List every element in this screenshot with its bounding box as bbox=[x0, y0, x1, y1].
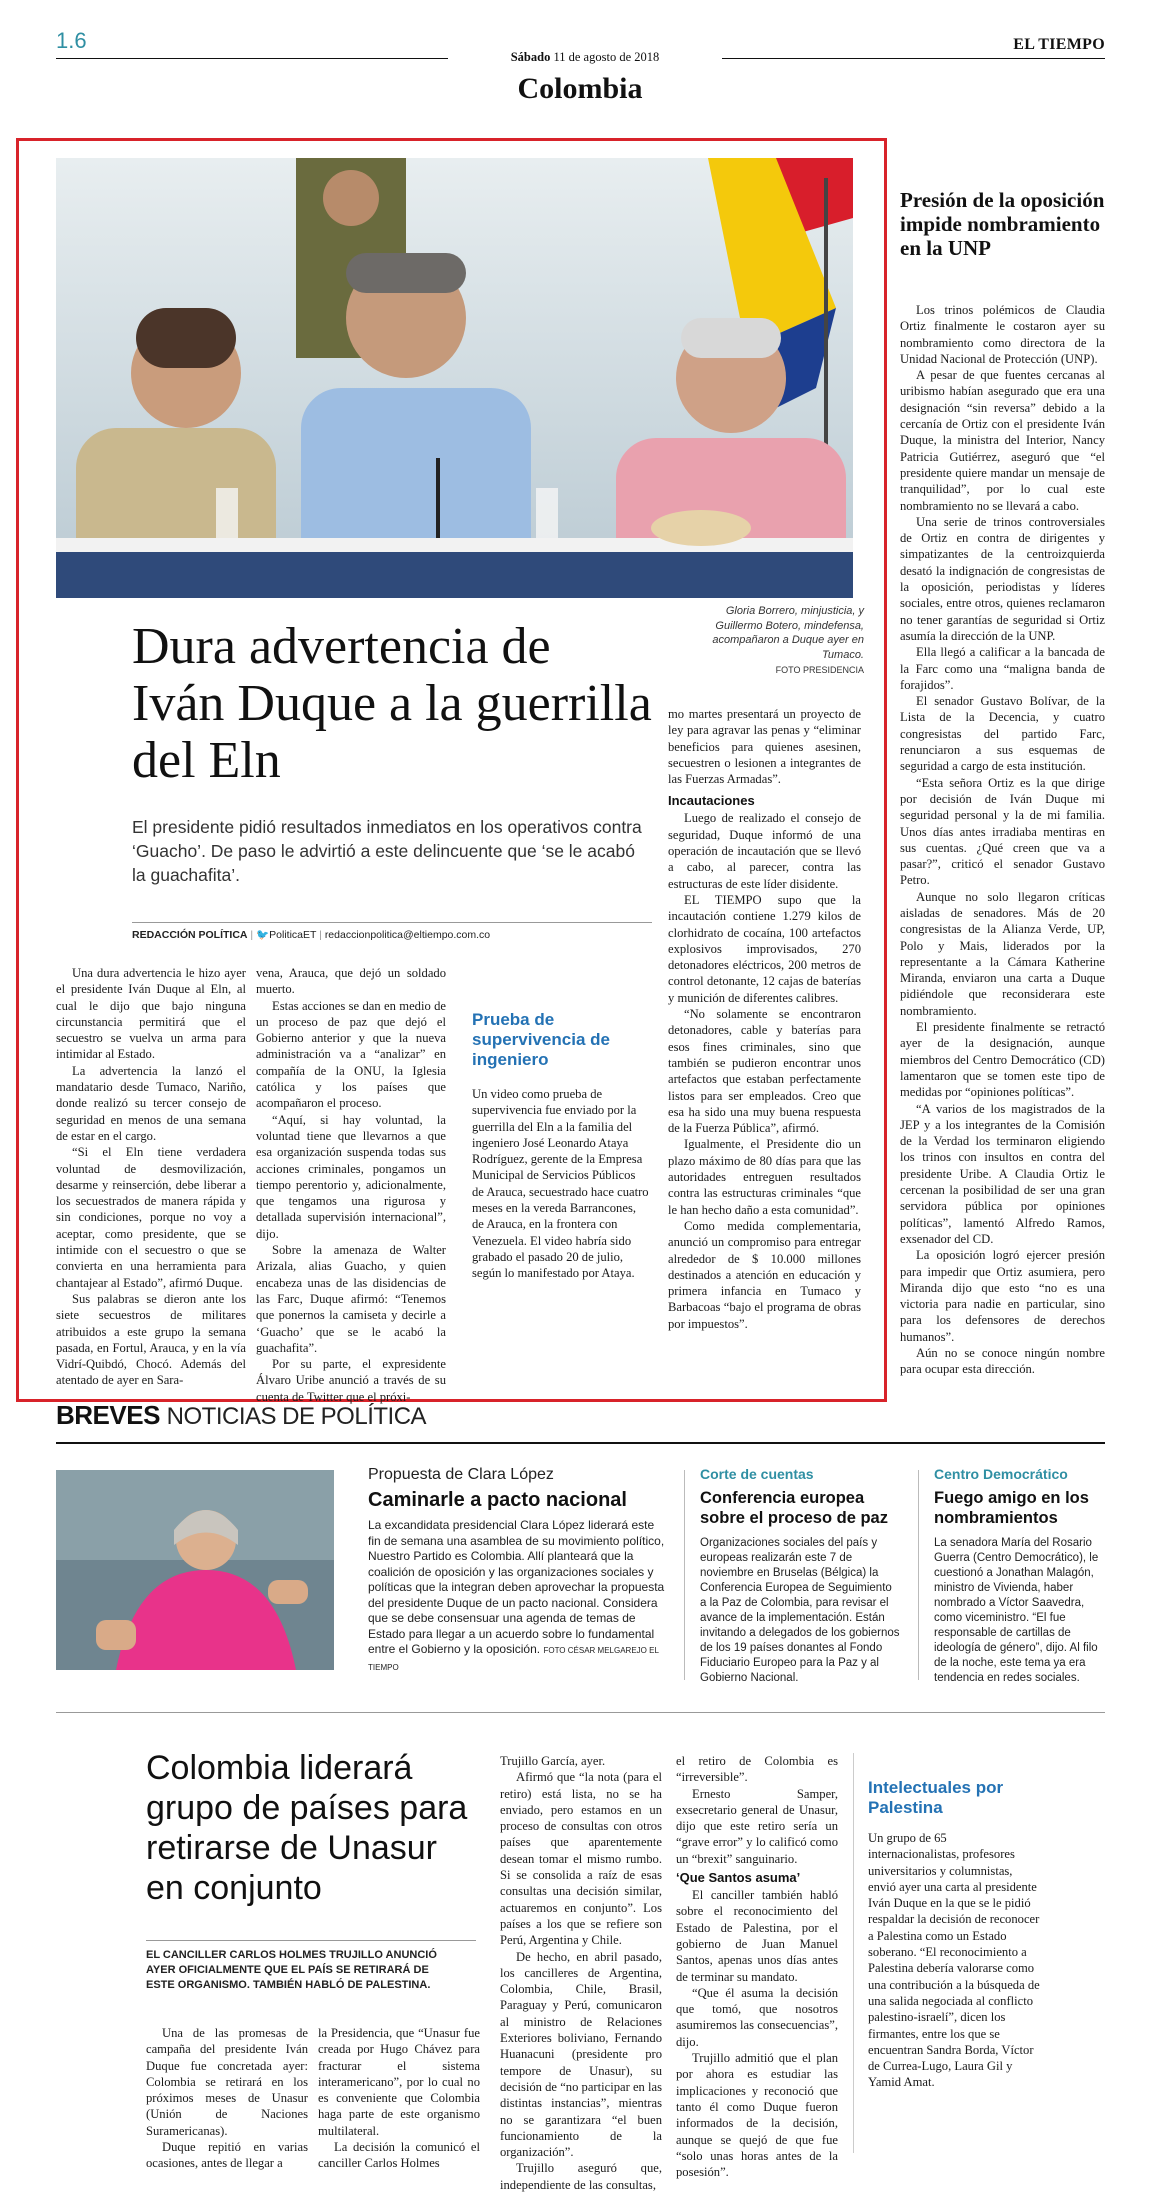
breve-text: Organizaciones sociales del país y europeas realizarán este 7 de noviembre en Bruselas (Bélgica) la Conferencia Europea de Seguimiento a la Paz de Colombia, para revisar el avance de la implementación. Están invitando a delegados de los gobiernos de los 19 países donantes al Fondo Fiduciario Europeo para la Paz y al Gobierno Nacional. bbox=[700, 1537, 900, 1684]
paragraph: Ernesto Samper, exsecretario general de Unasur, dijo que este retiro sería un “grave error” y lo calificó como un “brexit” sanguinario. bbox=[676, 1786, 838, 1866]
breve-text: La senadora María del Rosario Guerra (Centro Democrático), le cuestionó a Jonathan Malagón, ministro de Vivienda, haber nombrado a Víctor Saavedra, como viceministro. “El fue responsable de cartillas de ideología de género”, dijo. Al filo de la noche, este tema ya era tendencia en redes sociales. bbox=[934, 1537, 1099, 1684]
breve-kicker: Corte de cuentas bbox=[700, 1466, 814, 1482]
byline-email: redaccionpolitica@eltiempo.com.co bbox=[324, 929, 491, 941]
breves-divider-1 bbox=[684, 1470, 685, 1680]
paragraph: “A varios de los magistrados de la JEP y a los integrantes de la Comisión de la Verdad los terminaron eligiendo los trinos con insultos en contra del presidente Uribe. A Claudia Ortiz le cercenan la posibilidad de ser una gran servidora pública por opiniones políticas”, lamentó Alfredo Ramos, exsenador del CD. bbox=[900, 1101, 1105, 1246]
unasur-sidebar-text: Un grupo de 65 internacionalistas, profesores universitarios y columnistas, envió ayer una carta al presidente Iván Duque en la que se le pidió respaldar la decisión de reconocer a Palestina como un Estado soberano. “El reconocimiento a Palestina debería valorarse como una contribución a la búsqueda de una salida negociada al conflicto palestino-israelí”, dicen los firmantes, entre los que se encuentran Sandra Borda, Víctor de Currea-Lugo, Laura Gil y Yamid Amat. bbox=[868, 1831, 1040, 2090]
breve-text-body: La excandidata presidencial Clara López liderará este fin de semana una asamblea de su movimiento político, Nuestro Partido es Colombia. Allí planteará que la coalición de oposición y las organizaciones sociales y políticas que la integran deben aprovechar la propuesta del presidente Duque de un pacto nacional. Considera que se debe consensuar una agenda de temas de Estado para llegar a un acuerdo sobre lo fundamental entre el Gobierno y la oposición. bbox=[368, 1518, 665, 1656]
paragraph: Por su parte, el expresidente Álvaro Uribe anunció a través de su cuenta de Twitter que el próxi- bbox=[256, 1357, 446, 1404]
paragraph: Duque repitió en varias ocasiones, antes de llegar a bbox=[146, 2140, 308, 2171]
main-headline: Dura advertencia de Iván Duque a la guerrilla del Eln bbox=[132, 618, 652, 789]
paragraph: Estas acciones se dan en medio de un proceso de paz que dejó el Gobierno anterior y que la nueva administración va a “analizar” en compañía de la ONU, la Iglesia católica y los países que acompañaron el proceso. bbox=[256, 998, 446, 1111]
paragraph: Los trinos polémicos de Claudia Ortiz finalmente le costaron ayer su nombramiento como directora de la Unidad Nacional de Protección (UNP). bbox=[900, 303, 1105, 366]
paragraph: El canciller también habló sobre el reconocimiento del Estado de Palestina, por el gobierno de Juan Manuel Santos, apenas unos días antes de terminar su mandato. bbox=[676, 1888, 838, 1984]
sidebar-box bbox=[472, 1010, 650, 1282]
unasur-col-4 bbox=[676, 1753, 838, 2180]
paragraph: la Presidencia, que “Unasur fue creada por Hugo Chávez para fracturar el sistema interamericano”, por lo cual no es conveniente que Colombia haga parte de este organismo multilateral. bbox=[318, 2026, 480, 2138]
paragraph: Sus palabras se dieron ante los siete secuestros de militares atribuidos a este grupo la semana pasada, en Fortul, Arauca, y en la vía Vidrí-Quibdó, Chocó. Además del atentado de ayer en Sara- bbox=[56, 1291, 246, 1388]
paragraph: De hecho, en abril pasado, los cancilleres de Argentina, Colombia, Chile, Brasil, Paraguay y Perú, comunicaron al ministro de Relaciones Exteriores boliviano, Fernando Huanacuni (presidente pro tempore de Unasur), su decisión de “no participar en las distintas instancias”, mientras no se garantizara “el buen funcionamiento de la organización”. bbox=[500, 1949, 662, 2160]
page-number: 1.6 bbox=[56, 28, 87, 53]
main-deck: El presidente pidió resultados inmediatos en los operativos contra ‘Guacho’. De paso le advirtió a este delincuente que ‘se le acabó la guachafita’. bbox=[132, 817, 642, 885]
date-day: Sábado bbox=[510, 50, 551, 64]
caption-credit: FOTO PRESIDENCIA bbox=[775, 665, 864, 675]
paragraph: mo martes presentará un proyecto de ley para agravar las penas y “eliminar beneficios para quienes asesinen, secuestren o lesionen a integrantes de las Fuerzas Armadas”. bbox=[668, 707, 861, 787]
section-title: Colombia bbox=[517, 72, 643, 105]
unasur-col-3 bbox=[500, 1753, 662, 2193]
unasur-deck: EL CANCILLER CARLOS HOLMES TRUJILLO ANUNCIÓ AYER OFICIALMENTE QUE EL PAÍS SE RETIRARÁ DE ESTE ORGANISMO. TAMBIÉN HABLÓ DE PALESTINA. bbox=[146, 1949, 437, 1991]
unasur-col-2 bbox=[318, 2025, 480, 2172]
unasur-sidebar-title: Intelectuales por Palestina bbox=[868, 1778, 1004, 1817]
breve-title: Conferencia europea sobre el proceso de paz bbox=[700, 1489, 888, 1527]
header-rule-left bbox=[56, 58, 448, 59]
paragraph: Trujillo admitió que el plan por ahora es estudiar las implicaciones y reconoció que tanto él como Duque fueron informados de la decisión, aunque se quejó de que fue “solo unas horas antes de la posesión”. bbox=[676, 2051, 838, 2180]
paragraph: La decisión la comunicó el canciller Carlos Holmes bbox=[318, 2140, 480, 2171]
paragraph: Como medida complementaria, anunció un compromiso para entregar alrededor de $ 10.000 millones destinados a atención en educación y primera infancia en Tumaco y Barbacoas “bajo el programa de obras por impuestos”. bbox=[668, 1218, 861, 1331]
unp-body bbox=[900, 302, 1105, 1378]
breve-text bbox=[368, 1518, 668, 1675]
breves-label bbox=[56, 1400, 426, 1431]
breves-photo bbox=[56, 1470, 334, 1670]
unasur-side-divider bbox=[853, 1753, 854, 2153]
breve-title: Caminarle a pacto nacional bbox=[368, 1489, 627, 1511]
paragraph: Una dura advertencia le hizo ayer el presidente Iván Duque al Eln, al cual le dijo que bajo ninguna circunstancia permitirá que el secuestro se vuelva un arma para intimidar al Estado. bbox=[56, 966, 246, 1062]
subhead-santos: ‘Que Santos asuma’ bbox=[676, 1870, 801, 1886]
paragraph: “Aquí, si hay voluntad, la voluntad tiene que llevarnos a que esa organización suspenda todas sus acciones criminales, pongamos un tiempo perentorio y, adicionalmente, que tengamos una rigurosa y detallada supervisión internacional”, dijo. bbox=[256, 1112, 446, 1241]
paragraph: “Esta señora Ortiz es la que dirige por decisión de Iván Duque mi seguridad personal y la de mi familia. Unos días antes irradiaba mentiras en sus cuentas. ¿Qué creen que va a pasar?”, criticó el senador Gustavo Petro. bbox=[900, 775, 1105, 888]
byline-section: REDACCIÓN POLÍTICA bbox=[132, 929, 248, 941]
main-photo bbox=[56, 158, 853, 598]
breve-item-3 bbox=[934, 1466, 1106, 1686]
breves-divider-2 bbox=[918, 1470, 919, 1680]
byline: REDACCIÓN POLÍTICA | 🐦PoliticaET | redaccionpolitica@eltiempo.com.co bbox=[132, 922, 652, 941]
breve-photo-credit: FOTO CÉSAR MELGAREJO EL TIEMPO bbox=[368, 1646, 659, 1672]
paragraph: Trujillo aseguró que, independiente de las consultas, bbox=[500, 2161, 662, 2192]
paragraph: Trujillo García, ayer. bbox=[500, 1754, 606, 1768]
paragraph: el retiro de Colombia es “irreversible”. bbox=[676, 1754, 838, 1785]
unasur-headline: Colombia liderará grupo de países para retirarse de Unasur en conjunto bbox=[146, 1749, 468, 1907]
date-rest: 11 de agosto de 2018 bbox=[553, 50, 660, 64]
breve-kicker: Propuesta de Clara López bbox=[368, 1466, 554, 1483]
paragraph: El presidente finalmente se retractó ayer de la designación, aunque miembros del Centro Democrático (CD) lamentaron que se tomen este tipo de medidas por “opiniones políticas”. bbox=[900, 1020, 1105, 1100]
paragraph: “No solamente se encontraron detonadores, cable y baterías para esos fines criminales, sino que también se pudieron encontrar unos artefactos que estaban perfectamente listos para ser empleados. Creo que esa ha sido una muy buena respuesta de la Fuerza Pública”, afirmó. bbox=[668, 1007, 861, 1136]
sidebar-text: Un video como prueba de supervivencia fue enviado por la guerrilla del Eln a la familia del ingeniero José Leonardo Ataya Rodríguez, gerente de la Empresa Municipal de Servicios Públicos de Arauca, secuestrado hace cuatro meses en la vereda Barrancones, de Arauca, en la frontera con Venezuela. El video habría sido grabado el pasado 20 de julio, según lo manifestado por Ataya. bbox=[472, 1087, 649, 1281]
paragraph: Aunque no solo llegaron críticas aisladas de senadores. Más de 20 congresistas de la Alianza Verde, UP, Polo y Mais, liderados por la representante a la Cámara Katherine Miranda, enviaron una carta a Duque pidiéndole que reconsiderara este nombramiento. bbox=[900, 889, 1105, 1018]
unasur-sidebar bbox=[868, 1778, 1040, 2091]
paragraph: EL TIEMPO supo que la incautación contiene 1.279 kilos de clorhidrato de cocaína, 100 artefactos explosivos improvisados, 270 detonadores eléctricos, 200 metros de control detonante, 12 cajas de baterías y munición de diferentes calibres. bbox=[668, 892, 861, 1005]
paragraph: A pesar de que fuentes cercanas al uribismo habían asegurado que era una designación “sin reversa” debido a la cercanía de Ortiz con el presidente Iván Duque, la ministra del Interior, Nancy Patricia Gutiérrez, aseguró que “el presidente quiere mandar un mensaje de tranquilidad”, por lo cual este nombramiento no se llevará a cabo. bbox=[900, 368, 1105, 513]
sidebar-title: Prueba de supervivencia de ingeniero bbox=[472, 1010, 610, 1069]
paragraph: Afirmó que “la nota (para el retiro) está lista, no se ha enviado, pero estamos en un proceso de consultas con otros países que aparentemente desean tomar el mismo rumbo. Si se consolida a raíz de esas consultas una decisión similar, actuaremos en conjunto”. Los países a los que se refiere son Perú, Argentina y Chile. bbox=[500, 1770, 662, 1948]
breve-title: Fuego amigo en los nombramientos bbox=[934, 1489, 1089, 1527]
paragraph: La oposición logró ejercer presión para impedir que Ortiz asumiera, pero Miranda dijo que esto “no es una victoria para nadie en particular, sino para los defensores de derechos humanos”. bbox=[900, 1248, 1105, 1344]
unp-headline: Presión de la oposición impide nombramiento en la UNP bbox=[900, 188, 1105, 260]
breve-item-2 bbox=[700, 1466, 900, 1686]
paragraph: Igualmente, el Presidente dio un plazo máximo de 80 días para que las autoridades entreguen resultados contra las estructuras criminales “que le han hecho daño a esta comunidad”. bbox=[668, 1137, 861, 1217]
paragraph: vena, Arauca, que dejó un soldado muerto. bbox=[256, 966, 446, 997]
photo-illustration bbox=[56, 158, 853, 598]
main-col-2 bbox=[256, 965, 446, 1405]
breves-label-rest: NOTICIAS DE POLÍTICA bbox=[166, 1403, 427, 1430]
breves-label-bold: BREVES bbox=[56, 1400, 160, 1430]
breves-bottom-rule bbox=[56, 1712, 1105, 1713]
unasur-col-1 bbox=[146, 2025, 308, 2172]
brand-logo: EL TIEMPO bbox=[1013, 36, 1105, 53]
paragraph: “Si el Eln tiene verdadera voluntad de desmovilización, desarme y reinserción, debe liberar a los secuestrados de manera rápida y sin condiciones, porque no voy a aceptar, como presidente, que se intimide con el secuestro o que se convierta en una herramienta para chantajear al Estado”, afirmó Duque. bbox=[56, 1145, 246, 1290]
paragraph: Aún no se conoce ningún nombre para ocupar esta dirección. bbox=[900, 1346, 1105, 1377]
breve-kicker: Centro Democrático bbox=[934, 1466, 1068, 1482]
paragraph: La advertencia la lanzó el mandatario desde Tumaco, Nariño, donde realizó su tercer consejo de seguridad en menos de una semana de estar en el cargo. bbox=[56, 1063, 246, 1143]
subhead-incautaciones: Incautaciones bbox=[668, 793, 755, 809]
paragraph: Una de las promesas de campaña del presidente Iván Duque fue concretada ayer: Colombia se retirará en los próximos meses de Unasur (Unión de Naciones Suramericanas). bbox=[146, 2026, 308, 2138]
unasur-deck-rule bbox=[146, 1940, 476, 1941]
main-col-1 bbox=[56, 965, 246, 1389]
paragraph: Una serie de trinos controversiales de Ortiz en contra de dirigentes y simpatizantes de la centroizquierda desató la indignación de congresistas de la oposición, periodistas y líderes sociales, entre otros, quienes reclamaron no tener garantías de seguridad si Ortiz asumía la dirección de la UNP. bbox=[900, 514, 1105, 643]
breve-item-1 bbox=[368, 1466, 668, 1675]
main-col-4 bbox=[668, 706, 861, 1332]
header-rule-right bbox=[722, 58, 1105, 59]
breves-photo-illustration bbox=[56, 1470, 334, 1670]
paragraph: Ella llegó a calificar a la bancada de la Farc como una “maligna banda de forajidos”. bbox=[900, 645, 1105, 692]
paragraph: Luego de realizado el consejo de seguridad, Duque informó de una operación de incautación que se llevó a cabo, al parecer, contra las estructuras de este líder disidente. bbox=[668, 811, 861, 891]
paragraph: Sobre la amenaza de Walter Arizala, alias Guacho, y quien encabeza unas de las disidencias de las Farc, Duque afirmó: “Tenemos que ponernos la camiseta y decirle a ‘Guacho’ que se le acabó la guachafita”. bbox=[256, 1243, 446, 1355]
paragraph: “Que él asuma la decisión que tomó, que nosotros asumiremos las consecuencias”, dijo. bbox=[676, 1985, 838, 2049]
byline-twitter: PoliticaET bbox=[269, 929, 317, 941]
photo-caption bbox=[686, 604, 864, 678]
breves-rule bbox=[56, 1442, 1105, 1444]
caption-text: Gloria Borrero, minjusticia, y Guillermo Botero, mindefensa, acompañaron a Duque ayer en Tumaco. bbox=[712, 605, 864, 661]
paragraph: El senador Gustavo Bolívar, de la Lista de la Decencia, y cuatro congresistas del partido Farc, renunciaron a sus esquemas de seguridad a cargo de esta institución. bbox=[900, 694, 1105, 774]
twitter-icon: 🐦 bbox=[256, 929, 270, 941]
page-date bbox=[448, 50, 722, 65]
